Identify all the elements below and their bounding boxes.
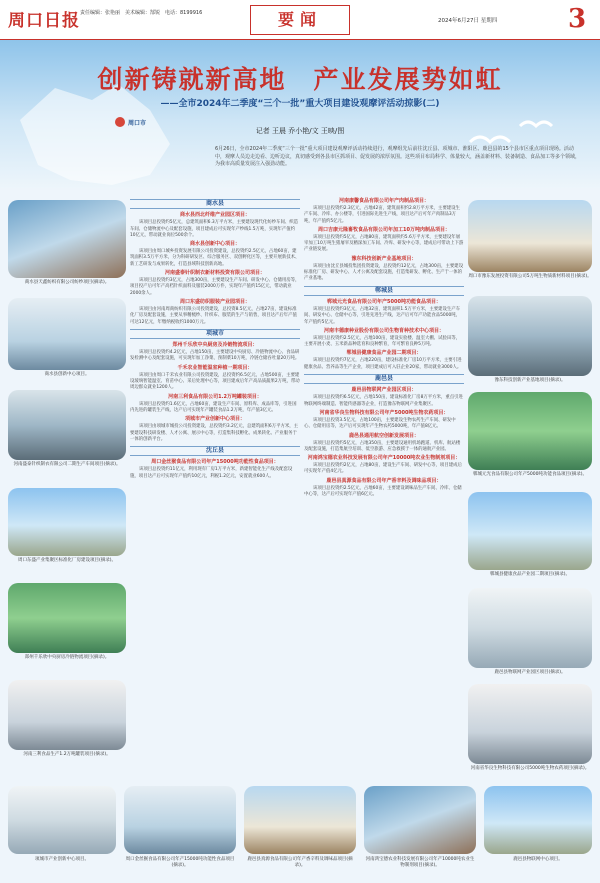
item-text: 该项目总投资3.5亿元，占地100亩，主要建设生物农药生产车间、研发中心、仓储用房等，达产后可实现年产生物农药5000吨，年产值8亿元。 <box>304 417 456 430</box>
photo-right-4 <box>468 492 592 570</box>
photo-right-1 <box>468 200 592 272</box>
caption-left-1: 商水县天鑫纺织有限公司纺纱项目(摘录)。 <box>24 280 110 285</box>
photo-right-2 <box>468 296 592 376</box>
county-heading-luyi: 鹿邑县 <box>304 374 464 384</box>
article-column-2 <box>304 196 464 768</box>
caption-right-5: 鹿邑县物联网产业园区项目(摘录)。 <box>494 670 566 675</box>
item-text: 该项目总投资约5亿元，占地350亩，主要建设通用机场跑道、机库、航站楼及配套设施，打造集航空培训、低空旅游、应急救援于一体的通航产业园。 <box>304 440 461 452</box>
item-text: 该项目总投资约7亿元，占地220亩，建设标准化厂房10万平方米，主要引进健康食品、营养品等生产企业，项目建成后可入驻企业20家，带动就业3000人。 <box>304 358 462 370</box>
item-text: 该项目总投资约2.5亿元，占地60亩，主要建设调味品生产车间、冷库、仓储中心等，达产后可实现年产值6亿元。 <box>304 485 462 498</box>
photo-left-2 <box>8 298 126 370</box>
item-text: 该项目由项城市城投公司投资建设，总投资约3.2亿元，总建筑面积6万平方米，主要建设科技研发楼、人才公寓、展示中心等，打造集科技孵化、成果转化、产业服务于一体的创新平台。 <box>130 424 299 442</box>
photo-right-5 <box>468 588 592 668</box>
item-title: 郸城元光食品有限公司年产5000吨功能食品项目： <box>327 298 441 305</box>
article-column-1 <box>130 196 300 768</box>
item-title: 河南鸿宝德农业科技发展有限公司年产10000吨农业生物制剂项目： <box>307 455 461 462</box>
photo-left-3 <box>8 390 126 460</box>
photo-left-5 <box>8 583 126 653</box>
caption-left-5: 郑州千乐欣中央厨房冷链物流项目(摘录)。 <box>24 655 110 660</box>
item-title: 鹿邑县物联网产业园区项目： <box>351 387 417 394</box>
caption-bottom-4: 河南鸿宝德农业科技发展有限公司年产10000吨农业生物制剂项目(摘录)。 <box>365 857 475 868</box>
editor-line: 责任编辑：张艳丽 美术编辑：郜锐 电话：8199916 <box>80 10 203 16</box>
intro-paragraph: 6月26日，全市2024年二季度“三个一批”重大项目建设观摩评活动持续进行，观摩组先后前往沈丘县、项城市、淮阳区、鹿邑县的15个县市区重点项目现场。活动中，观摩人员边走边看、边听边议，真切感受到各县市区抓项目、促发展的浓厚氛围。这些项目布局科学、体量较大，涵盖新材料、装备制造、食品加工等多个领域，为我市高质量发展注入强劲动能。 <box>215 146 581 167</box>
item-text: 该项目由河南周商纺织有限公司投资建设，总投资8.5亿元，占地27亩，建设标准化厂房及配套设施，主要从事精梳纱、针织布、服装的生产与销售，项目达产后年产值可达12亿元，年缴纳税收约1000万元。 <box>130 306 297 325</box>
byline: 记者 王晨 乔小艳/文 王映/图 <box>255 127 345 135</box>
section-title: 要闻 <box>250 5 350 35</box>
newspaper-logo: 周口日报 <box>8 11 80 31</box>
item-text: 该项目总投资约3亿元，占地32亩，建筑面积1.5万平方米，主要建设生产车间、研发中心、仓储中心等，引进先进生产线，达产后可年产功能食品5000吨，年产值约5亿元。 <box>304 306 461 325</box>
item-title: 商水县西北纤维产业园区项目： <box>179 212 250 219</box>
caption-right-3: 郸城元光食品有限公司年产5000吨功能食品项目(摘录)。 <box>473 472 587 477</box>
item-text: 该项目总投资约3亿元，占地300亩，主要建设生产车间、研发中心、仓储用房等，项目投产后可年产高档针织面料及服装2000万件，实现年产值约15亿元，带动就业2000余人。 <box>130 278 300 296</box>
item-title: 郸城县健康食品产业园二期项目： <box>346 350 422 357</box>
photo-right-3 <box>468 392 592 470</box>
map-label: 周口市 <box>128 120 147 127</box>
item-text: 该项目总投资约2.3亿元，占地42亩，建筑面积约2.8万平方米，主要建设生产车间、冷库、办公楼等，引进国际先进生产线，项目达产后可年产肉制品3万吨，年产值约5亿元。 <box>304 206 460 224</box>
caption-bottom-2: 周口金丝猴食品有限公司年产15000吨功能性食品项目(摘录)。 <box>125 857 235 868</box>
caption-bottom-5: 鹿邑县物联网中心项目。 <box>513 857 563 862</box>
item-title: 周口吉康元隆畜牧食品有限公司年加工10万吨肉制品项目： <box>318 226 450 233</box>
item-title: 河南盛泰针织制衣新材料投资有限公司项目： <box>164 270 265 277</box>
item-text: 该项目由周口城乡投资发展有限公司投资建设，总投资约2.5亿元，占地60亩，建筑面积3.5万平方米，分为科研研发区、综合服务区、双创孵化区等，主要开展新技术、新工艺研发与成果转化，打造县域科技创新高地。 <box>130 249 300 267</box>
item-title: 鹿邑县真源食品有限公司年产香辛料及调味品项目： <box>326 477 442 484</box>
caption-bottom-1: 项城市产业创新中心项目。 <box>35 857 89 862</box>
photo-left-4 <box>8 488 126 556</box>
item-text: 该项目由周口千禾农业有限公司投资建设，总投资约6.5亿元，占地500亩，主要建设玻璃智能温室、育苗中心、采后处理中心等，项目建成后年产高品质蔬果2万吨，带动周边群众就业1200人。 <box>130 372 300 391</box>
caption-bottom-3: 鹿邑县真源食品有限公司年产香辛料及调味品项目(摘录)。 <box>247 857 353 868</box>
item-text: 该项目总投资约1.6亿元，占地60亩，建设生产车间、原料库、成品库等，引进国内先进的罐装生产线，达产后可实现年产罐装食品1.2万吨，年产值3亿元。 <box>130 401 297 413</box>
item-title: 项城市产业创新中心项目： <box>184 416 245 423</box>
photo-bottom-5 <box>484 786 592 854</box>
item-text: 该项目总投资约2.5亿元，占地100亩，建设实验楼、温室大棚、试验田等，主要开展小麦、玉米新品种选育和良种繁育，年可繁育良种5万吨。 <box>304 335 461 348</box>
item-title: 周口金丝猴食品有限公司年产15000吨功能性食品项目： <box>151 459 279 466</box>
caption-left-6: 河南三利食品生产1.2万吨罐装项目(摘录)。 <box>23 752 111 757</box>
caption-left-3: 河南盛泰针织制衣有限公司二期生产车间项目(摘录)。 <box>13 462 121 467</box>
photo-bottom-3 <box>244 786 356 854</box>
headline-title: 创新铸就新高地 产业发展势如虹 <box>97 65 503 94</box>
county-heading-dancheng: 郸城县 <box>304 286 464 296</box>
item-title: 周口东盛纺织服装产业园项目： <box>179 298 250 305</box>
county-heading-shenqiu: 沈丘县 <box>130 446 300 456</box>
caption-right-4: 郸城县健康食品产业园二期项目(摘录)。 <box>489 572 570 577</box>
item-text: 该项目总投资约2亿元，占地80亩，建设生产车间、研发中心等，项目建成后可实现年产值4亿元。 <box>304 463 462 475</box>
item-title: 河南康馨食品有限公司年产肉制品项目： <box>338 198 429 204</box>
photo-left-1 <box>8 200 126 278</box>
photo-bottom-4 <box>364 786 476 854</box>
caption-right-1: 周口市豫东发展投资有限公司5万吨生物质新材料项目(摘录)。 <box>468 274 592 279</box>
page-number: 3 <box>568 4 587 34</box>
photo-left-6 <box>8 680 126 750</box>
item-title: 鹿邑县通用航空创新发展项目： <box>348 432 419 439</box>
item-text: 该项目总投资约5亿元，占地80亩，建筑面积约5.6万平方米，主要建设年屠宰加工10万吨生猪屠宰及精深加工车间、冷库、研发中心等，建成后可带动上下游产业链发展。 <box>304 234 464 253</box>
item-title: 河南省华良生物科技有限公司年产5000吨生物农药项目： <box>319 409 449 416</box>
caption-right-6: 河南省华良生物科技有限公司5000吨生物农药项目(摘录)。 <box>470 766 590 771</box>
item-title: 千禾农业智能温室种植一期项目： <box>177 364 253 371</box>
item-title: 豫东科技创新产业基地项目： <box>351 255 417 262</box>
item-title: 郑州千乐欣中央厨房及冷链物流项目： <box>172 342 258 349</box>
caption-right-2: 豫东科技创新产业基地项目(摘录)。 <box>494 378 566 383</box>
item-title: 河南三利食品有限公司1.2万吨罐装项目： <box>168 393 262 400</box>
photo-bottom-2 <box>124 786 236 854</box>
photo-bottom-1 <box>8 786 116 854</box>
item-text: 该项目总投资约6.5亿元，占地150亩，建设标准化厂房8万平方米，重点引进物联网终端制造、智能传感器等企业，打造豫东物联网产业集聚区。 <box>304 395 463 407</box>
dove-icon <box>470 137 510 142</box>
county-heading-xiangcheng: 项城市 <box>130 329 300 339</box>
item-text: 该项目由沈丘县城投集团投资建设，总投资约12亿元，占地300亩，主要建设标准化厂房、研发中心、人才公寓及配套设施，打造集研发、孵化、生产于一体的产业基地。 <box>304 263 464 282</box>
headline-subtitle: ——全市2024年二季度“三个一批”重大项目建设观摩评活动掠影(二) <box>160 99 440 109</box>
issue-date: 2024年6月27日 星期四 <box>438 18 498 24</box>
item-text: 该项目总投资约11亿元，利用现有厂房1万平方米，新建智能化生产线及配套设施，项目达产后可实现年产值约10亿元，利税1.2亿元，安置就业600人。 <box>130 467 293 479</box>
item-title: 商水县创新中心项目： <box>189 241 240 248</box>
caption-left-4: 周口东盛产业集聚区标准化厂房建设项目(摘录)。 <box>17 558 116 563</box>
caption-left-2: 商水县创新中心项目。 <box>44 372 90 377</box>
item-text: 该项目总投资约4.2亿元，占地150亩，主要建设中央厨房、冷链物流中心、食品研发检测中心及配套设施，可实现年加工净菜、预制菜10万吨，冷链仓储吞吐量20万吨。 <box>130 350 300 362</box>
photo-right-6 <box>468 684 592 764</box>
county-heading-shangshui: 商水县 <box>130 199 300 209</box>
item-title: 河南丰德康种业股份有限公司生物育种技术中心项目： <box>323 327 444 334</box>
item-text: 该项目总投资约5亿元，总建筑面积6.3万平方米，主要建设现代化纺纱车间、织造车间、仓储物流中心及配套设施，项目建成后可实现年产纱线1.5万吨，实现年产值约10亿元，带动就业岗位500余个。 <box>130 220 299 238</box>
